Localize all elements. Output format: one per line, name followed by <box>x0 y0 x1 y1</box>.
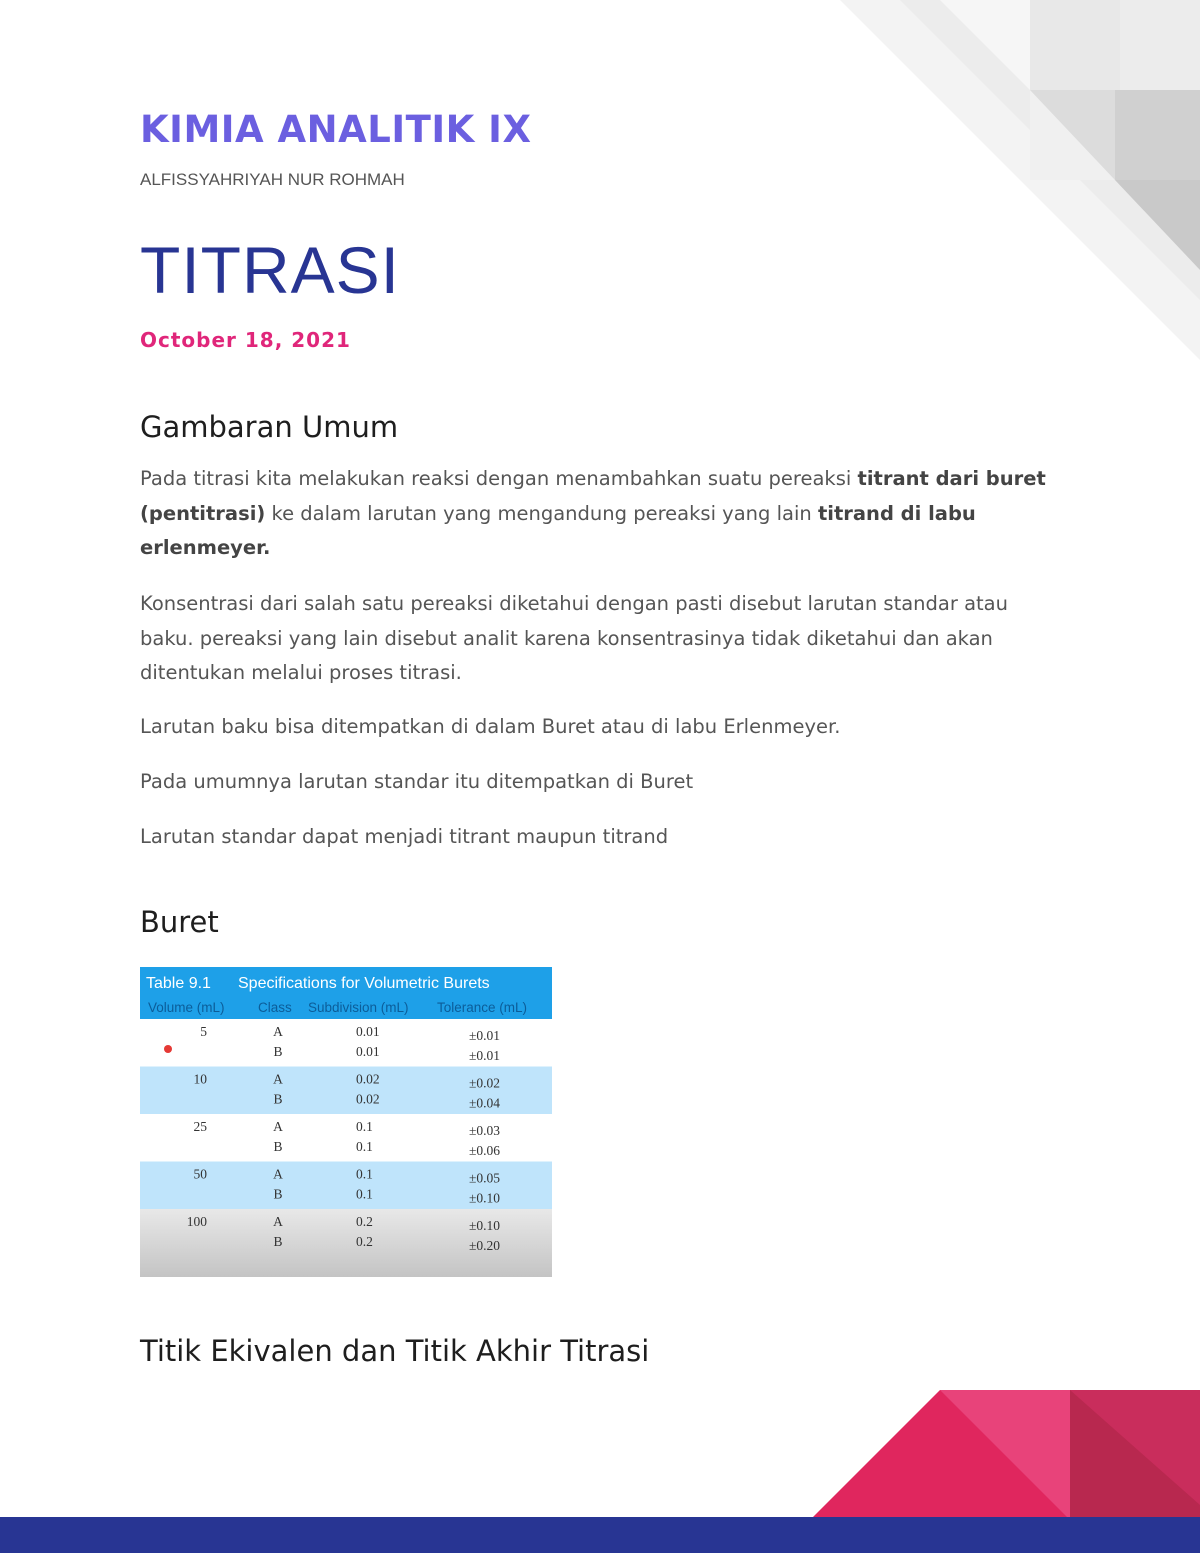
paragraph-1-bold-titrant: titrant dari buret (pentitrasi) <box>140 467 1046 525</box>
table-caption-number: Table 9.1 <box>146 975 211 992</box>
section-heading-buret: Buret <box>140 905 219 939</box>
paragraph-1-bold-titrand: titrand di labu erlenmeyer. <box>140 501 976 559</box>
table-cell-class: B <box>273 1234 283 1249</box>
paragraph-3: Larutan baku bisa ditempatkan di dalam Buret atau di labu Erlenmeyer. <box>140 715 841 738</box>
table-cell-subdivision: 0.1 <box>356 1139 373 1154</box>
table-cell-tolerance: ±0.10 <box>469 1218 501 1233</box>
table-cell-tolerance: ±0.10 <box>469 1190 501 1206</box>
table-cell-subdivision: 0.1 <box>356 1186 373 1202</box>
table-cell-subdivision: 0.02 <box>356 1091 380 1107</box>
table-cell-class: B <box>273 1091 283 1107</box>
paragraph-2: Konsentrasi dari salah satu pereaksi diketahui dengan pasti disebut larutan standar atau baku. pereaksi yang lain disebut analit karena konsentrasinya tidak diketahui dan akan ditentukan melalui proses titrasi. <box>140 592 1008 684</box>
table-cell-volume: 50 <box>193 1166 207 1182</box>
table-cell-subdivision: 0.01 <box>356 1024 380 1039</box>
paragraph-5: Larutan standar dapat menjadi titrant maupun titrand <box>140 825 669 848</box>
table-cell-volume: 25 <box>193 1119 207 1134</box>
course-title: KIMIA ANALITIK IX <box>140 108 532 151</box>
table-caption-text: Specifications for Volumetric Burets <box>238 975 490 992</box>
paragraph-1 <box>140 462 1060 566</box>
corner-decoration-top <box>840 0 1200 360</box>
table-cell-subdivision: 0.1 <box>356 1166 373 1182</box>
table-cell-tolerance: ±0.05 <box>469 1170 501 1186</box>
section-heading-endpoint: Titik Ekivalen dan Titik Akhir Titrasi <box>140 1334 650 1368</box>
red-marker-dot <box>164 1045 172 1053</box>
table-cell-tolerance: ±0.03 <box>469 1123 501 1138</box>
column-header-class: Class <box>258 1000 292 1015</box>
buret-spec-table-image <box>140 967 552 1277</box>
column-header-subdivision: Subdivision (mL) <box>308 1000 409 1015</box>
paragraph-4: Pada umumnya larutan standar itu ditempatkan di Buret <box>140 770 694 793</box>
table-cell-class: B <box>273 1044 283 1059</box>
table-cell-class: A <box>273 1214 283 1229</box>
table-cell-tolerance: ±0.06 <box>469 1143 501 1158</box>
table-cell-tolerance: ±0.02 <box>469 1075 501 1091</box>
table-cell-class: B <box>273 1139 283 1154</box>
table-cell-volume: 100 <box>186 1214 207 1229</box>
corner-decoration-bottom <box>800 1385 1200 1520</box>
table-cell-tolerance: ±0.20 <box>469 1238 501 1253</box>
table-cell-subdivision: 0.02 <box>356 1071 380 1087</box>
column-header-tolerance: Tolerance (mL) <box>437 1000 528 1015</box>
table-cell-class: A <box>273 1119 283 1134</box>
table-cell-subdivision: 0.2 <box>356 1214 373 1229</box>
section-heading-overview: Gambaran Umum <box>140 410 399 444</box>
table-cell-subdivision: 0.2 <box>356 1234 373 1249</box>
table-cell-class: A <box>273 1024 283 1039</box>
column-header-volume: Volume (mL) <box>148 1000 225 1015</box>
table-cell-class: A <box>273 1071 283 1087</box>
table-cell-volume: 10 <box>193 1071 207 1087</box>
footer-bar <box>0 1517 1200 1553</box>
page-title: TITRASI <box>140 233 401 307</box>
table-cell-subdivision: 0.1 <box>356 1119 373 1134</box>
paragraph-1-text-c: ke dalam larutan yang mengandung pereaksi yang lain <box>265 501 818 525</box>
table-cell-tolerance: ±0.01 <box>469 1028 501 1043</box>
paragraph-1-text-a: Pada titrasi kita melakukan reaksi dengan menambahkan suatu pereaksi <box>140 467 858 490</box>
table-cell-tolerance: ±0.04 <box>469 1095 501 1111</box>
table-cell-class: A <box>273 1166 283 1182</box>
table-cell-tolerance: ±0.01 <box>469 1048 501 1063</box>
author-name: ALFISSYAHRIYAH NUR ROHMAH <box>140 170 405 189</box>
post-date: October 18, 2021 <box>140 328 351 352</box>
table-cell-subdivision: 0.01 <box>356 1044 380 1059</box>
table-cell-class: B <box>273 1186 283 1202</box>
table-cell-volume: 5 <box>200 1024 207 1039</box>
